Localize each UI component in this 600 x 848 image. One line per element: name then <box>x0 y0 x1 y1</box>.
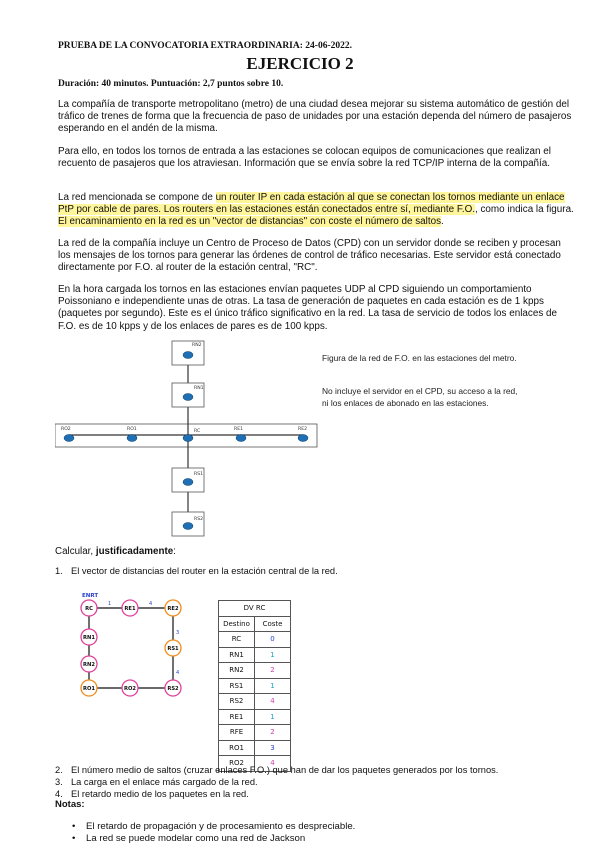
paragraph-5: En la hora cargada los tornos en las estaciones envían paquetes UDP al CPD siguiendo un comportamiento Poissoniano e independiente unas de otras. La tasa de generación de paquetes en cada estación es de 1 kpps (paquetes por segundo). Este es el único tráfico significativo en la red. La tasa de servicio de todos los enlaces de F.O. es de 10 kpps y de los enlaces de pares es de 100 kpps. <box>58 284 557 332</box>
table-row: RO1 3 <box>219 740 291 756</box>
label-rs2: RS2 <box>194 517 204 522</box>
label-rs1: RS1 <box>194 472 204 477</box>
label-ro2: RO2 <box>61 427 71 432</box>
exercise-title: EJERCICIO 2 <box>246 54 354 73</box>
dv-col-dest: Destino <box>219 616 255 632</box>
table-row: RN2 2 <box>219 663 291 679</box>
table-row: RS1 1 <box>219 678 291 694</box>
network-figure <box>55 338 320 538</box>
hand-node-re1: RE1 <box>124 606 136 612</box>
hand-node-re2: RE2 <box>167 606 179 612</box>
question-3: 3. La carga en el enlace más cargado de la red. <box>55 777 258 787</box>
paragraph-3: La red mencionada se compone de un router IP en cada estación al que se conectan los tornos mediante un enlace PtP por cable de pares. Los routers en las estaciones están conectados entre sí, mediante F.O., como indica la figura. El encaminamiento en la red es un "vector de distancias" con coste el número de saltos. <box>58 192 574 228</box>
handwritten-ring-diagram <box>58 592 218 704</box>
duration-line: Duración: 40 minutos. Puntuación: 2,7 puntos sobre 10. <box>58 79 284 89</box>
dv-table-title: DV RC <box>219 601 291 617</box>
question-2: 2. El número medio de saltos (cruzar enlaces F.O.) que han de dar los paquetes generados por los tornos. <box>55 765 499 775</box>
table-row: RFE 2 <box>219 725 291 741</box>
paragraph-1: La compañía de transporte metropolitano (metro) de una ciudad desea mejorar su sistema automático de gestión del tráfico de trenes de forma que la frecuencia de paso de unidades por una estación dependa del número de pasajeros esperando en el andén de la misma. <box>58 99 572 135</box>
note-1: • El retardo de propagación y de procesamiento es despreciable. <box>72 821 356 832</box>
label-rn1: RN1 <box>194 386 204 391</box>
table-row: RC 0 <box>219 632 291 648</box>
distance-vector-table <box>218 600 291 772</box>
table-row: RE1 1 <box>219 709 291 725</box>
hand-node-ro1: RO1 <box>82 686 96 692</box>
question-1: 1. El vector de distancias del router en la estación central de la red. <box>55 566 338 576</box>
exam-header: PRUEBA DE LA CONVOCATORIA EXTRAORDINARIA: 24-06-2022. <box>58 41 352 51</box>
figure-note: No incluye el servidor en el CPD, su acceso a la red, ni los enlaces de abonado en las estaciones. <box>322 386 518 408</box>
label-rn2: RN2 <box>192 343 202 348</box>
table-row: RN1 1 <box>219 647 291 663</box>
svg-text:4: 4 <box>149 601 153 607</box>
hand-label-top: ENRT <box>82 593 99 599</box>
hand-node-rn2: RN2 <box>83 662 95 668</box>
paragraph-2: Para ello, en todos los tornos de entrada a las estaciones se colocan equipos de comunicaciones que realizan el recuento de pasajeros que los atraviesan. Información que se envía sobre la red TCP/IP interna de la compañía. <box>58 146 551 170</box>
paragraph-4: La red de la compañía incluye un Centro de Proceso de Datos (CPD) con un servidor donde se reciben y procesan los mensajes de los tornos para generar las órdenes de control de tráfico necesarias. Este servidor está conectado directamente por F.O. al router de la estación central, "RC". <box>58 238 561 274</box>
calc-instruction: Calcular, justificadamente: <box>55 546 176 557</box>
question-4: 4. El retardo medio de los paquetes en la red. <box>55 789 249 799</box>
hand-node-rs1: RS1 <box>167 646 179 652</box>
figure-caption: Figura de la red de F.O. en las estaciones del metro. <box>322 353 517 363</box>
hand-node-rs2: RS2 <box>167 686 179 692</box>
notes-label: Notas: <box>55 799 85 810</box>
svg-text:4: 4 <box>176 670 180 676</box>
note-2: • La red se puede modelar como una red de Jackson <box>72 833 306 844</box>
label-rc: RC <box>194 429 201 434</box>
hand-node-rn1: RN1 <box>83 635 95 641</box>
svg-text:3: 3 <box>176 630 180 636</box>
svg-text:1: 1 <box>108 601 112 607</box>
hand-node-ro2: RO2 <box>123 686 137 692</box>
label-re1: RE1 <box>234 427 244 432</box>
table-row: RS2 4 <box>219 694 291 710</box>
label-re2: RE2 <box>298 427 308 432</box>
label-ro1: RO1 <box>127 427 137 432</box>
dv-col-cost: Coste <box>255 616 291 632</box>
table-row: RO2 4 <box>219 756 291 772</box>
hand-node-rc: RC <box>85 606 93 612</box>
